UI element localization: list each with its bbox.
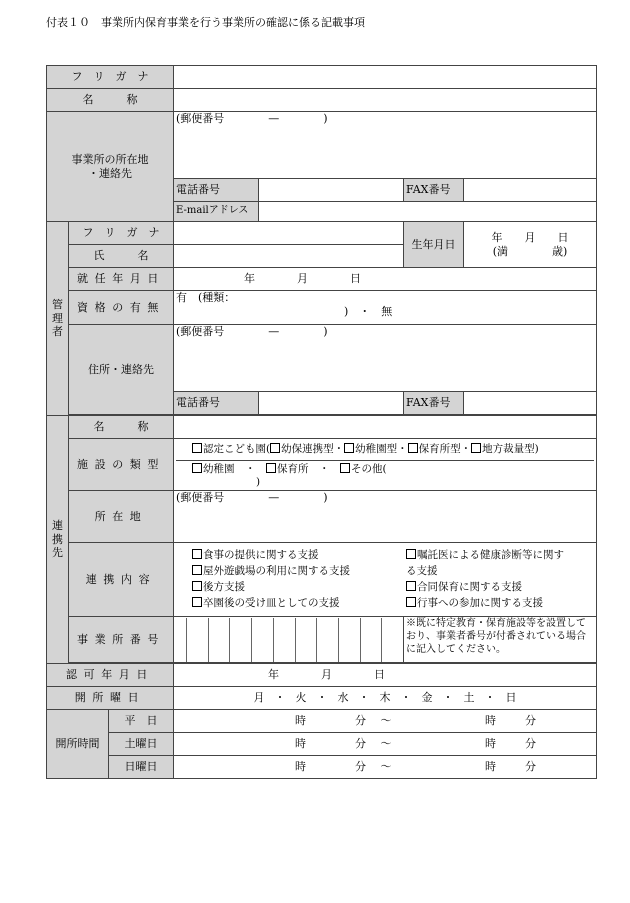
approval-year: 年	[268, 668, 280, 682]
office-phone-label: 電話番号	[174, 179, 259, 202]
facility-type-field: 認定こども園( 幼保連携型・ 幼稚園型・ 保育所型・ 地方裁量型) 幼稚園 ・ 保育所 ・ その他( )	[174, 439, 597, 491]
manager-char-1: 管	[52, 297, 63, 311]
furigana-field[interactable]	[174, 66, 597, 89]
hoikusho-checkbox[interactable]	[266, 463, 276, 473]
manager-address-field[interactable]	[174, 325, 597, 392]
cooperation-content-label: 連携内容	[69, 543, 174, 617]
weekday-list: 月 ・ 火 ・ 水 ・ 木 ・ 金 ・ 土 ・ 日	[253, 691, 517, 705]
graduate-support-checkbox[interactable]	[192, 597, 202, 607]
facility-type-label: 施設の類型	[69, 439, 174, 491]
partner-name-field[interactable]	[174, 416, 597, 439]
manager-phone-field[interactable]	[259, 392, 404, 415]
appointed-date-label: 就任年月日	[69, 268, 174, 291]
office-fax-label: FAX番号	[404, 179, 464, 202]
joint-care-checkbox[interactable]	[406, 581, 416, 591]
youchien-type-checkbox[interactable]	[344, 443, 354, 453]
hours-sunday-field[interactable]: 時 分 〜 時 分	[174, 756, 597, 779]
open-days-field[interactable]	[174, 687, 597, 710]
office-address-field[interactable]	[174, 112, 597, 179]
office-email-field[interactable]	[259, 202, 597, 222]
youchien-checkbox[interactable]	[192, 463, 202, 473]
hours-saturday-field[interactable]: 時 分 〜 時 分	[174, 733, 597, 756]
office-phone-field[interactable]	[259, 179, 404, 202]
office-number-field[interactable]	[174, 617, 404, 663]
approval-month: 月	[321, 668, 333, 682]
furigana-label: フ リ ガ ナ	[47, 66, 174, 89]
partner-postal-code: (郵便番号 — )	[176, 491, 328, 504]
office-number-label: 事業所番号	[69, 617, 174, 663]
appointed-day: 日	[350, 272, 362, 286]
doctor-support-checkbox[interactable]	[406, 549, 416, 559]
approval-date-field[interactable]	[174, 664, 597, 687]
qualification-line2: ) ・ 無	[344, 304, 393, 318]
event-support-checkbox[interactable]	[406, 597, 416, 607]
office-email-label: E-mailアドレス	[174, 202, 259, 222]
hoikusho-type-checkbox[interactable]	[408, 443, 418, 453]
qualification-field[interactable]	[174, 291, 597, 325]
backup-support-checkbox[interactable]	[192, 581, 202, 591]
appointed-year: 年	[244, 272, 256, 286]
partner-char-2: 携	[52, 532, 63, 546]
kodomoen-checkbox[interactable]	[192, 443, 202, 453]
partner-location-label: 所在地	[69, 491, 174, 543]
playground-support-checkbox[interactable]	[192, 565, 202, 575]
manager-phone-label: 電話番号	[174, 392, 259, 415]
name-field[interactable]	[174, 89, 597, 112]
appointed-date-field[interactable]	[174, 268, 597, 291]
hours-weekday-label: 平 日	[109, 710, 174, 733]
office-location-label-line1: 事業所の所在地	[71, 152, 149, 166]
manager-fax-field[interactable]	[464, 392, 597, 415]
manager-postal-code: (郵便番号 — )	[176, 325, 328, 338]
meal-support-checkbox[interactable]	[192, 549, 202, 559]
manager-char-2: 理	[52, 311, 63, 325]
chihou-checkbox[interactable]	[471, 443, 481, 453]
approval-day: 日	[374, 668, 386, 682]
other-checkbox[interactable]	[340, 463, 350, 473]
hours-saturday-label: 土曜日	[109, 733, 174, 756]
hours-weekday-field[interactable]: 時 分 〜 時 分	[174, 710, 597, 733]
birthdate-age: (満 歳)	[492, 244, 568, 258]
manager-name-label: 氏 名	[69, 245, 174, 268]
cooperation-content-field: 食事の提供に関する支援 嘱託医による健康診断等に関す 屋外遊戯場の利用に関する支援 る支援 後方支援 合同保育に関する支援 卒園後の受け皿としての支援 行事への参加に関する支援	[174, 543, 597, 617]
qualification-label: 資格の有無	[69, 291, 174, 325]
appointed-month: 月	[297, 272, 309, 286]
manager-section-label	[47, 222, 69, 416]
approval-date-label: 認可年月日	[47, 664, 174, 687]
qualification-line1: 有 (種類：	[176, 291, 236, 304]
office-postal-code: (郵便番号 — )	[176, 112, 328, 125]
hours-sunday-label: 日曜日	[109, 756, 174, 779]
office-location-label-line2: ・連絡先	[88, 166, 132, 180]
birthdate-label: 生年月日	[404, 222, 464, 268]
youho-checkbox[interactable]	[270, 443, 280, 453]
open-hours-label: 開所時間	[47, 710, 109, 779]
registration-form	[46, 65, 597, 779]
partner-name-label: 名 称	[69, 416, 174, 439]
partner-location-field[interactable]	[174, 491, 597, 543]
partner-char-1: 連	[52, 518, 63, 532]
birthdate-value: 年 月 日	[491, 230, 569, 244]
office-location-label	[47, 112, 174, 222]
manager-char-3: 者	[52, 325, 63, 339]
page-title: 付表１０ 事業所内保育事業を行う事業所の確認に係る記載事項	[46, 16, 365, 29]
office-fax-field[interactable]	[464, 179, 597, 202]
manager-furigana-label: フ リ ガ ナ	[69, 222, 174, 245]
name-label: 名 称	[47, 89, 174, 112]
open-days-label: 開所曜日	[47, 687, 174, 710]
manager-name-field[interactable]	[174, 245, 404, 268]
partner-section-label	[47, 416, 69, 664]
manager-address-label: 住所・連絡先	[69, 325, 174, 415]
birthdate-field[interactable]	[464, 222, 597, 268]
partner-char-3: 先	[52, 546, 63, 560]
type-other-close: )	[256, 476, 261, 489]
manager-fax-label: FAX番号	[404, 392, 464, 415]
manager-furigana-field[interactable]	[174, 222, 404, 245]
office-number-note: ※既に特定教育・保育施設等を設置しており、事業者番号が付番されている場合に記入してください。	[404, 617, 597, 663]
